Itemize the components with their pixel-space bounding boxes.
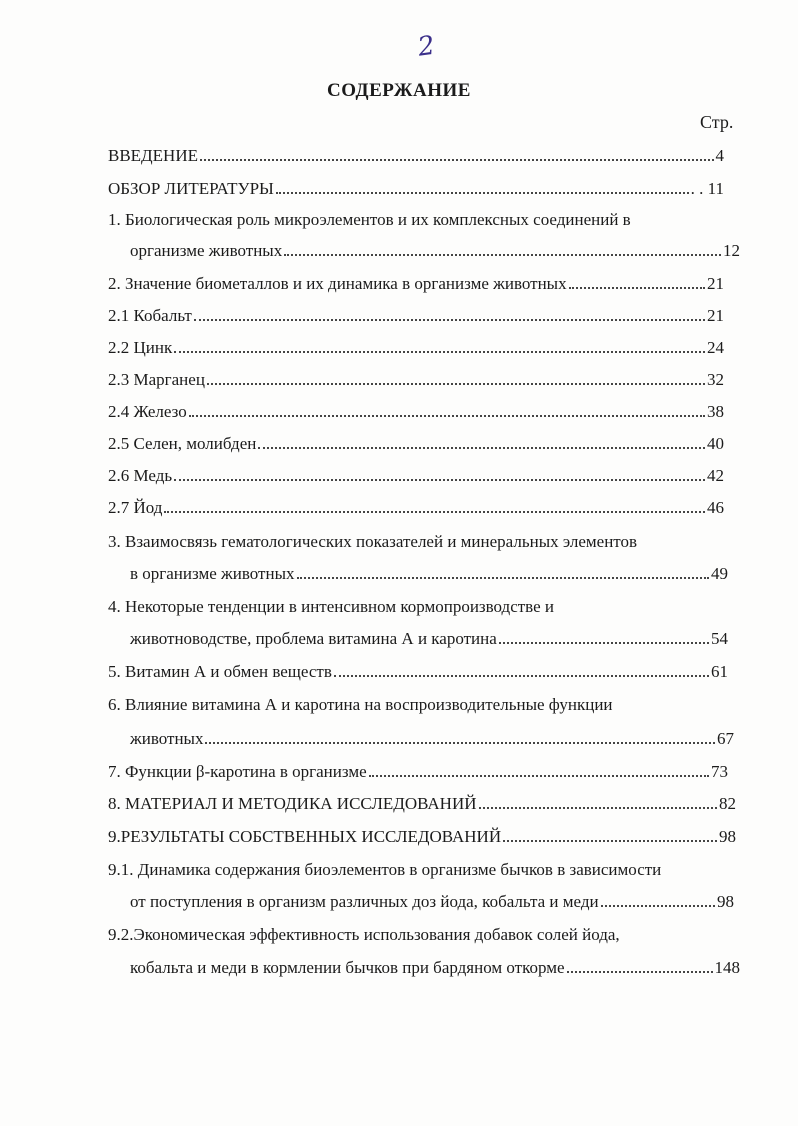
toc-entry-literature: [108, 178, 724, 200]
toc-entry-introduction: [108, 145, 724, 167]
toc-entry-s1-line1: 1. Биологическая роль микроэлементов и их комплексных соединений в: [108, 210, 631, 229]
dot-leader: [205, 728, 715, 744]
toc-entry-text: 2.5 Селен, молибден: [108, 434, 257, 453]
dot-leader: [503, 826, 717, 842]
toc-entry-s8: [108, 793, 736, 815]
dot-leader: [297, 563, 710, 579]
toc-entry-s6-line1: 6. Влияние витамина А и каротина на воспроизводительные функции: [108, 695, 613, 714]
toc-entry-text: животноводстве, проблема витамина А и каротина: [130, 629, 497, 648]
toc-entry-s3: [130, 563, 728, 585]
toc-entry-s2: [108, 273, 724, 295]
toc-entry-s2-7: [108, 497, 724, 519]
toc-entry-text: ОБЗОР ЛИТЕРАТУРЫ: [108, 179, 274, 198]
dot-leader: [499, 628, 709, 644]
dot-leader: [258, 433, 705, 449]
dot-leader: [276, 178, 689, 194]
dot-leader: [194, 305, 705, 321]
toc-entry-page: 32: [707, 370, 724, 389]
toc-entry-text: 2.2 Цинк: [108, 338, 173, 357]
dot-leader: [189, 401, 705, 417]
dot-leader: [567, 957, 713, 973]
toc-entry-page: 12: [723, 241, 740, 260]
toc-entry-s2-4: [108, 401, 724, 423]
toc-entry-s2-5: [108, 433, 724, 455]
toc-entry-page: 67: [717, 729, 734, 748]
toc-entry-text: 5. Витамин А и обмен веществ: [108, 662, 332, 681]
toc-entry-text: от поступления в организм различных доз йода, кобальта и меди: [130, 892, 599, 911]
toc-entry-text: организме животных: [130, 241, 283, 260]
toc-entry-text: 7. Функции β-каротина в организме: [108, 762, 367, 781]
dot-leader: [174, 337, 705, 353]
toc-entry-s9-1-line1: 9.1. Динамика содержания биоэлементов в организме бычков в зависимости: [108, 860, 662, 879]
toc-entry-page: 98: [719, 827, 736, 846]
toc-entry-text: 2. Значение биометаллов и их динамика в организме животных: [108, 274, 567, 293]
toc-entry-text: 2.6 Медь: [108, 466, 173, 485]
dot-leader: [601, 891, 715, 907]
toc-entry-s6: [130, 728, 734, 750]
toc-entry-text: в организме животных: [130, 564, 295, 583]
toc-entry-s2-6: [108, 465, 724, 487]
toc-entry-page: 42: [707, 466, 724, 485]
toc-entry-text: 2.7 Йод: [108, 498, 163, 517]
toc-entry-text: кобальта и меди в кормлении бычков при бардяном откорме: [130, 958, 565, 977]
toc-entry-page: . . 11: [690, 179, 724, 198]
dot-leader: [479, 793, 717, 809]
toc-entry-s7: [108, 761, 728, 783]
toc-entry-page: 148: [714, 958, 740, 977]
toc-entry-s2-2: [108, 337, 724, 359]
toc-entry-page: 40: [707, 434, 724, 453]
toc-entry-page: 73: [711, 762, 728, 781]
toc-entry-s9-1: [130, 891, 734, 913]
toc-entry-text: животных: [130, 729, 204, 748]
page-title: СОДЕРЖАНИЕ: [327, 80, 471, 101]
toc-entry-s2-1: [108, 305, 724, 327]
dot-leader: [207, 369, 705, 385]
toc-entry-text: 2.3 Марганец: [108, 370, 205, 389]
toc-entry-page: 49: [711, 564, 728, 583]
toc-entry-s4: [130, 628, 728, 650]
dot-leader: [174, 465, 705, 481]
toc-entry-s3-line1: 3. Взаимосвязь гематологических показателей и минеральных элементов: [108, 532, 638, 551]
toc-entry-s9: [108, 826, 736, 848]
dot-leader: [200, 145, 714, 161]
dot-leader: [369, 761, 709, 777]
toc-entry-s5: [108, 661, 728, 683]
handwritten-page-number: 2: [416, 30, 437, 63]
toc-entry-s1: [130, 240, 740, 262]
page-column-label: Стр.: [700, 112, 734, 132]
toc-entry-page: 38: [707, 402, 724, 421]
toc-entry-s9-2: [130, 957, 740, 979]
toc-entry-text: 2.1 Кобальт: [108, 306, 192, 325]
toc-entry-s2-3: [108, 369, 724, 391]
dot-leader: [284, 240, 721, 256]
toc-entry-page: 82: [719, 794, 736, 813]
toc-entry-text: ВВЕДЕНИЕ: [108, 146, 198, 165]
toc-entry-text: 2.4 Железо: [108, 402, 187, 421]
toc-entry-s9-2-line1: 9.2.Экономическая эффективность использования добавок солей йода,: [108, 925, 620, 944]
toc-entry-page: 54: [711, 629, 728, 648]
dot-leader: [334, 661, 709, 677]
dot-leader: [164, 497, 705, 513]
toc-entry-page: 21: [707, 274, 724, 293]
toc-entry-s4-line1: 4. Некоторые тенденции в интенсивном кормопроизводстве и: [108, 597, 554, 616]
toc-entry-page: 21: [707, 306, 724, 325]
toc-entry-page: 98: [717, 892, 734, 911]
toc-entry-page: 46: [707, 498, 724, 517]
toc-entry-page: 61: [711, 662, 728, 681]
toc-entry-page: 4: [715, 146, 724, 165]
dot-leader: [569, 273, 705, 289]
toc-entry-text: 9.РЕЗУЛЬТАТЫ СОБСТВЕННЫХ ИССЛЕДОВАНИЙ: [108, 827, 502, 846]
toc-entry-page: 24: [707, 338, 724, 357]
toc-entry-text: 8. МАТЕРИАЛ И МЕТОДИКА ИССЛЕДОВАНИЙ: [108, 794, 477, 813]
